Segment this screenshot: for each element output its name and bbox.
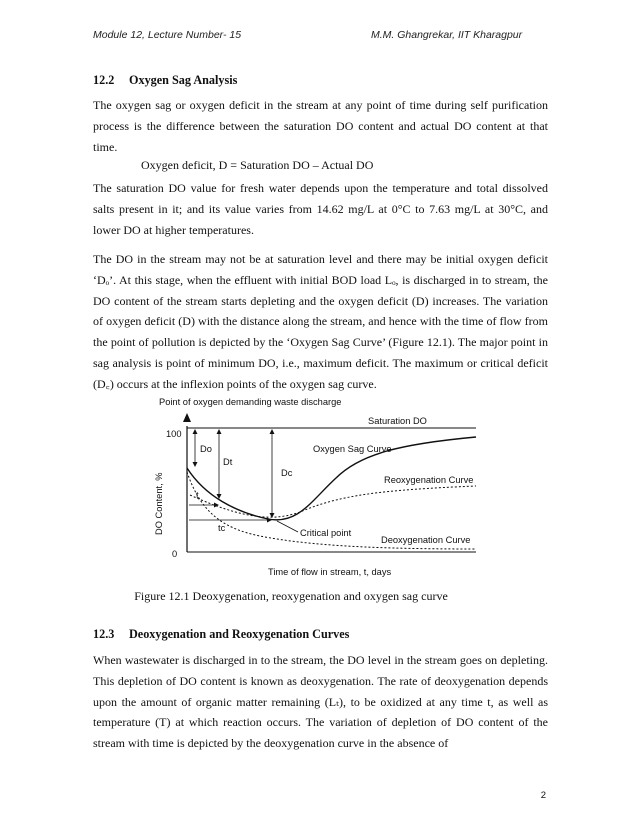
paragraph-saturation-do: The saturation DO value for fresh water depends upon the temperature and total dissolved salts present in it; and its value varies from 14.62 mg/L at 0°C to 7.63 mg/L at 30°C, and lower DO at higher temperatures.: [93, 181, 548, 237]
y-axis-label: DO Content, %: [154, 472, 164, 535]
x-axis-label: Time of flow in stream, t, days: [268, 567, 392, 577]
deoxygenation-label: Deoxygenation Curve: [381, 535, 471, 545]
do-label: Do: [200, 444, 212, 454]
page-number: 2: [540, 790, 546, 801]
oxygen-deficit-formula: Oxygen deficit, D = Saturation DO – Actual DO: [141, 158, 374, 172]
running-header-left: Module 12, Lecture Number- 15: [93, 29, 242, 41]
paragraph-oxygen-sag: The DO in the stream may not be at saturation level and there may be initial oxygen deficit ‘Dₒ’. At this stage, when the effluent with initial BOD load Lₒ, is discharged in to stream, the DO content of the stream starts depleting and the oxygen deficit (D) increases. The variation of oxygen deficit (D) with the distance along the stream, and hence with the time of flow from the point of pollution is depicted by the ‘Oxygen Sag Curve’ (Figure 12.1). The major point in sag analysis is point of minimum DO, i.e., maximum deficit. The maximum or critical deficit (D꜀) occurs at the inflexion points of the oxygen sag curve.: [93, 252, 548, 391]
running-header-right: M.M. Ghangrekar, IIT Kharagpur: [371, 29, 523, 41]
y-max-label: 100: [166, 429, 182, 439]
reoxygenation-curve: [190, 486, 476, 517]
tc-label: tc: [218, 523, 226, 533]
critical-point-label: Critical point: [300, 528, 352, 538]
figure-top-label: Point of oxygen demanding waste discharge: [159, 397, 342, 407]
dt-label: Dt: [223, 457, 233, 467]
paragraph-definition: The oxygen sag or oxygen deficit in the stream at any point of time during self purification process is the difference between the saturation DO content and actual DO content at that time.: [93, 98, 548, 154]
figure-caption: Figure 12.1 Deoxygenation, reoxygenation and oxygen sag curve: [134, 589, 448, 603]
oxygen-sag-label: Oxygen Sag Curve: [313, 444, 392, 454]
reoxygenation-label: Reoxygenation Curve: [384, 475, 474, 485]
saturation-do-label: Saturation DO: [368, 416, 427, 426]
t-label: t: [196, 490, 199, 500]
section-number: 12.3: [93, 627, 115, 641]
section-title: Oxygen Sag Analysis: [129, 73, 238, 87]
t-arrow-head: [214, 503, 219, 508]
critical-point-pointer: [277, 521, 298, 532]
dc-label: Dc: [281, 468, 293, 478]
tc-arrow-head: [267, 518, 272, 523]
paragraph-deoxygenation: When wastewater is discharged in to the stream, the DO level in the stream goes on depleting. This depletion of DO content is known as deoxygenation. The rate of deoxygenation depends upon the amount of organic matter remaining (Lₜ), to be oxidized at any time t, as well as temperature (T) at which reaction occurs. The variation of depletion of DO content of the stream with time is depicted by the deoxygenation curve in the absence of: [93, 653, 548, 751]
section-heading-12-3: [93, 627, 349, 642]
discharge-arrow-head: [183, 413, 191, 422]
y-min-label: 0: [172, 549, 178, 559]
section-number: 12.2: [93, 73, 115, 87]
section-title: Deoxygenation and Reoxygenation Curves: [129, 627, 350, 641]
